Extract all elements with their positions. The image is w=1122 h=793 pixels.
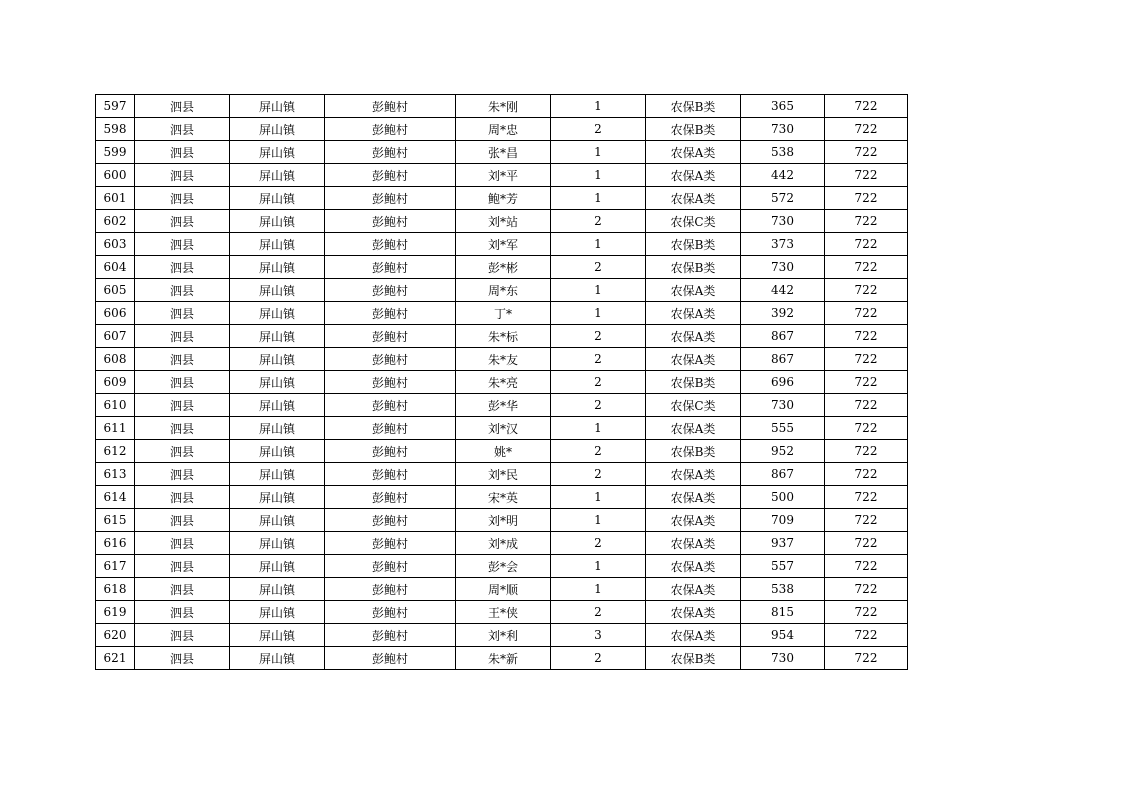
cell-household-count: 2 [551,601,646,624]
cell-category: 农保A类 [646,279,741,302]
cell-village: 彭鲍村 [325,509,456,532]
cell-county: 泗县 [135,210,230,233]
cell-village: 彭鲍村 [325,647,456,670]
cell-row-number: 605 [96,279,135,302]
cell-amount: 538 [741,578,825,601]
cell-category: 农保A类 [646,509,741,532]
cell-row-number: 603 [96,233,135,256]
table-row [96,532,908,555]
cell-household-count: 1 [551,417,646,440]
cell-town: 屏山镇 [230,118,325,141]
cell-household-count: 1 [551,279,646,302]
cell-town: 屏山镇 [230,440,325,463]
cell-row-number: 608 [96,348,135,371]
cell-standard: 722 [825,187,908,210]
cell-row-number: 611 [96,417,135,440]
table-row [96,118,908,141]
cell-name: 朱*标 [456,325,551,348]
table-row [96,95,908,118]
table-row [96,417,908,440]
cell-town: 屏山镇 [230,394,325,417]
cell-household-count: 1 [551,302,646,325]
cell-category: 农保B类 [646,95,741,118]
cell-amount: 442 [741,279,825,302]
cell-town: 屏山镇 [230,233,325,256]
cell-standard: 722 [825,279,908,302]
cell-name: 丁* [456,302,551,325]
cell-town: 屏山镇 [230,601,325,624]
cell-standard: 722 [825,463,908,486]
cell-county: 泗县 [135,532,230,555]
cell-county: 泗县 [135,118,230,141]
cell-name: 周*顺 [456,578,551,601]
table-row [96,486,908,509]
cell-household-count: 2 [551,532,646,555]
cell-household-count: 2 [551,256,646,279]
cell-amount: 867 [741,325,825,348]
cell-household-count: 1 [551,486,646,509]
cell-village: 彭鲍村 [325,555,456,578]
cell-town: 屏山镇 [230,509,325,532]
cell-town: 屏山镇 [230,624,325,647]
cell-name: 姚* [456,440,551,463]
cell-category: 农保A类 [646,555,741,578]
cell-name: 朱*新 [456,647,551,670]
cell-household-count: 2 [551,647,646,670]
table-row [96,463,908,486]
cell-name: 张*昌 [456,141,551,164]
cell-name: 王*侠 [456,601,551,624]
table-row [96,233,908,256]
cell-village: 彭鲍村 [325,463,456,486]
cell-household-count: 1 [551,141,646,164]
cell-town: 屏山镇 [230,532,325,555]
cell-village: 彭鲍村 [325,233,456,256]
cell-standard: 722 [825,256,908,279]
cell-town: 屏山镇 [230,348,325,371]
cell-name: 朱*亮 [456,371,551,394]
cell-county: 泗县 [135,624,230,647]
cell-standard: 722 [825,555,908,578]
cell-standard: 722 [825,164,908,187]
cell-standard: 722 [825,348,908,371]
cell-standard: 722 [825,233,908,256]
cell-amount: 730 [741,647,825,670]
cell-county: 泗县 [135,463,230,486]
cell-amount: 696 [741,371,825,394]
cell-row-number: 607 [96,325,135,348]
cell-row-number: 613 [96,463,135,486]
cell-amount: 952 [741,440,825,463]
cell-category: 农保A类 [646,463,741,486]
cell-category: 农保A类 [646,417,741,440]
cell-name: 朱*刚 [456,95,551,118]
cell-row-number: 601 [96,187,135,210]
cell-amount: 730 [741,256,825,279]
cell-village: 彭鲍村 [325,279,456,302]
cell-row-number: 618 [96,578,135,601]
cell-row-number: 599 [96,141,135,164]
cell-village: 彭鲍村 [325,394,456,417]
cell-name: 彭*华 [456,394,551,417]
cell-category: 农保B类 [646,118,741,141]
cell-town: 屏山镇 [230,210,325,233]
cell-name: 周*忠 [456,118,551,141]
cell-row-number: 621 [96,647,135,670]
cell-town: 屏山镇 [230,187,325,210]
cell-name: 刘*明 [456,509,551,532]
cell-county: 泗县 [135,233,230,256]
cell-name: 宋*英 [456,486,551,509]
table-row [96,348,908,371]
cell-household-count: 3 [551,624,646,647]
cell-row-number: 610 [96,394,135,417]
cell-household-count: 2 [551,348,646,371]
table-row [96,302,908,325]
cell-town: 屏山镇 [230,164,325,187]
cell-category: 农保A类 [646,348,741,371]
cell-household-count: 1 [551,164,646,187]
cell-standard: 722 [825,509,908,532]
cell-amount: 709 [741,509,825,532]
table-row [96,164,908,187]
table-row [96,555,908,578]
cell-row-number: 614 [96,486,135,509]
cell-standard: 722 [825,578,908,601]
cell-row-number: 620 [96,624,135,647]
table-row [96,509,908,532]
cell-town: 屏山镇 [230,486,325,509]
cell-standard: 722 [825,624,908,647]
cell-standard: 722 [825,440,908,463]
cell-standard: 722 [825,325,908,348]
cell-town: 屏山镇 [230,463,325,486]
cell-row-number: 609 [96,371,135,394]
cell-amount: 730 [741,394,825,417]
cell-amount: 730 [741,118,825,141]
cell-category: 农保B类 [646,440,741,463]
cell-amount: 937 [741,532,825,555]
cell-town: 屏山镇 [230,647,325,670]
cell-county: 泗县 [135,141,230,164]
cell-village: 彭鲍村 [325,371,456,394]
cell-row-number: 606 [96,302,135,325]
cell-name: 周*东 [456,279,551,302]
cell-county: 泗县 [135,164,230,187]
cell-county: 泗县 [135,371,230,394]
cell-category: 农保A类 [646,578,741,601]
cell-standard: 722 [825,647,908,670]
table-row [96,187,908,210]
cell-village: 彭鲍村 [325,578,456,601]
cell-household-count: 1 [551,509,646,532]
cell-town: 屏山镇 [230,555,325,578]
cell-household-count: 2 [551,118,646,141]
cell-amount: 555 [741,417,825,440]
cell-name: 刘*成 [456,532,551,555]
cell-category: 农保A类 [646,302,741,325]
cell-name: 刘*平 [456,164,551,187]
cell-household-count: 1 [551,555,646,578]
cell-amount: 365 [741,95,825,118]
cell-town: 屏山镇 [230,417,325,440]
cell-county: 泗县 [135,394,230,417]
cell-row-number: 597 [96,95,135,118]
cell-standard: 722 [825,394,908,417]
cell-village: 彭鲍村 [325,325,456,348]
cell-town: 屏山镇 [230,302,325,325]
cell-name: 刘*站 [456,210,551,233]
table-row [96,578,908,601]
cell-amount: 815 [741,601,825,624]
cell-category: 农保B类 [646,371,741,394]
cell-amount: 867 [741,348,825,371]
table-row [96,624,908,647]
cell-category: 农保A类 [646,141,741,164]
cell-village: 彭鲍村 [325,95,456,118]
cell-county: 泗县 [135,256,230,279]
cell-town: 屏山镇 [230,141,325,164]
cell-amount: 500 [741,486,825,509]
cell-category: 农保A类 [646,486,741,509]
cell-household-count: 1 [551,578,646,601]
cell-village: 彭鲍村 [325,348,456,371]
cell-household-count: 2 [551,210,646,233]
table-row [96,601,908,624]
cell-village: 彭鲍村 [325,440,456,463]
cell-standard: 722 [825,417,908,440]
cell-name: 刘*汉 [456,417,551,440]
cell-category: 农保A类 [646,325,741,348]
data-table [95,94,908,670]
cell-amount: 392 [741,302,825,325]
cell-county: 泗县 [135,348,230,371]
cell-town: 屏山镇 [230,371,325,394]
cell-county: 泗县 [135,325,230,348]
cell-village: 彭鲍村 [325,256,456,279]
cell-name: 刘*利 [456,624,551,647]
cell-row-number: 619 [96,601,135,624]
table-body [96,95,908,670]
cell-town: 屏山镇 [230,95,325,118]
table-row [96,440,908,463]
cell-amount: 557 [741,555,825,578]
cell-county: 泗县 [135,509,230,532]
cell-row-number: 598 [96,118,135,141]
cell-household-count: 2 [551,325,646,348]
table-row [96,394,908,417]
cell-county: 泗县 [135,578,230,601]
cell-standard: 722 [825,371,908,394]
cell-category: 农保A类 [646,532,741,555]
cell-name: 刘*民 [456,463,551,486]
cell-category: 农保B类 [646,233,741,256]
cell-standard: 722 [825,486,908,509]
cell-household-count: 2 [551,371,646,394]
cell-town: 屏山镇 [230,578,325,601]
cell-village: 彭鲍村 [325,118,456,141]
cell-row-number: 600 [96,164,135,187]
cell-amount: 954 [741,624,825,647]
table-row [96,256,908,279]
cell-village: 彭鲍村 [325,141,456,164]
table-row [96,141,908,164]
table-row [96,325,908,348]
cell-name: 彭*彬 [456,256,551,279]
cell-name: 朱*友 [456,348,551,371]
cell-town: 屏山镇 [230,325,325,348]
cell-amount: 867 [741,463,825,486]
cell-county: 泗县 [135,95,230,118]
cell-household-count: 1 [551,233,646,256]
cell-standard: 722 [825,601,908,624]
cell-county: 泗县 [135,647,230,670]
cell-household-count: 2 [551,463,646,486]
cell-row-number: 616 [96,532,135,555]
cell-name: 彭*会 [456,555,551,578]
cell-standard: 722 [825,95,908,118]
cell-amount: 538 [741,141,825,164]
cell-county: 泗县 [135,187,230,210]
cell-category: 农保A类 [646,187,741,210]
cell-household-count: 1 [551,187,646,210]
cell-village: 彭鲍村 [325,187,456,210]
cell-village: 彭鲍村 [325,486,456,509]
cell-amount: 373 [741,233,825,256]
cell-village: 彭鲍村 [325,532,456,555]
cell-village: 彭鲍村 [325,417,456,440]
cell-amount: 572 [741,187,825,210]
cell-category: 农保A类 [646,601,741,624]
cell-county: 泗县 [135,486,230,509]
cell-village: 彭鲍村 [325,624,456,647]
cell-standard: 722 [825,302,908,325]
cell-category: 农保B类 [646,256,741,279]
cell-village: 彭鲍村 [325,210,456,233]
cell-row-number: 612 [96,440,135,463]
table-row [96,279,908,302]
cell-standard: 722 [825,141,908,164]
cell-county: 泗县 [135,601,230,624]
cell-name: 鲍*芳 [456,187,551,210]
cell-household-count: 2 [551,440,646,463]
cell-category: 农保C类 [646,394,741,417]
cell-category: 农保A类 [646,624,741,647]
cell-county: 泗县 [135,279,230,302]
cell-village: 彭鲍村 [325,302,456,325]
cell-village: 彭鲍村 [325,601,456,624]
cell-amount: 730 [741,210,825,233]
cell-standard: 722 [825,210,908,233]
cell-category: 农保C类 [646,210,741,233]
cell-county: 泗县 [135,555,230,578]
cell-town: 屏山镇 [230,256,325,279]
cell-row-number: 602 [96,210,135,233]
table-row [96,371,908,394]
cell-village: 彭鲍村 [325,164,456,187]
cell-category: 农保B类 [646,647,741,670]
cell-county: 泗县 [135,417,230,440]
cell-standard: 722 [825,532,908,555]
cell-amount: 442 [741,164,825,187]
cell-row-number: 617 [96,555,135,578]
cell-household-count: 2 [551,394,646,417]
cell-town: 屏山镇 [230,279,325,302]
table-row [96,210,908,233]
cell-row-number: 604 [96,256,135,279]
cell-category: 农保A类 [646,164,741,187]
cell-row-number: 615 [96,509,135,532]
cell-standard: 722 [825,118,908,141]
table-row [96,647,908,670]
cell-name: 刘*军 [456,233,551,256]
cell-household-count: 1 [551,95,646,118]
cell-county: 泗县 [135,302,230,325]
cell-county: 泗县 [135,440,230,463]
